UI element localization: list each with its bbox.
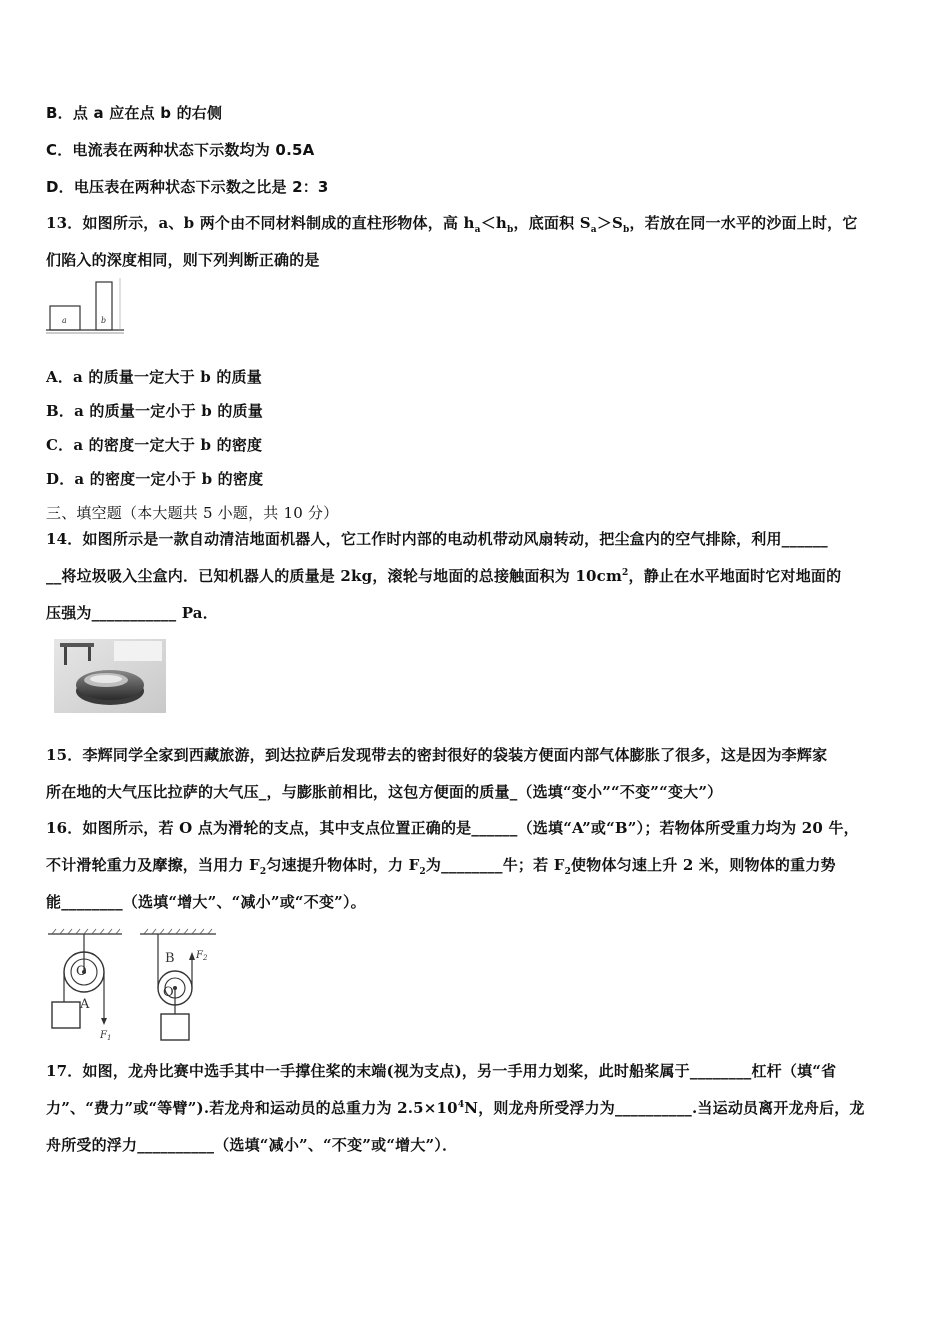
label-a: a — [62, 316, 67, 325]
q16-pulley-figure — [46, 928, 236, 1042]
q14-line2-text-1: __将垃圾吸入尘盒内．已知机器人的质量是 2kg，滚轮与地面的总接触面积为 10cm — [46, 567, 623, 585]
q13-stem-text-3: ，若放在同一水平的沙面上时，它 — [629, 214, 858, 232]
q13-option-c: C．a 的密度一定大于 b 的密度 — [46, 436, 263, 454]
label-o2: O — [163, 985, 174, 1000]
label-a: A — [80, 997, 90, 1012]
q17-line2-text-2: N，则龙舟所受浮力为__________.当运动员离开龙舟后，龙 — [464, 1099, 865, 1117]
q12-option-d: D．电压表在两种状态下示数之比是 2：3 — [46, 178, 329, 196]
q16-sub-3: 2 — [564, 867, 572, 877]
q13-stem — [46, 212, 858, 235]
q17-line3: 舟所受的浮力__________（选填“减小”、“不变”或“增大”）． — [46, 1136, 458, 1154]
label-o1: O — [76, 964, 87, 979]
q16-line2 — [46, 854, 836, 877]
q17-sup: 4 — [457, 1100, 465, 1110]
q16-line2-text-1: 不计滑轮重力及摩擦，当用力 F — [46, 856, 260, 874]
q15-line1: 15．李辉同学全家到西藏旅游，到达拉萨后发现带去的密封很好的袋装方便面内部气体膨胀了很多，这是因为李辉家 — [46, 746, 828, 764]
q14-line2-text-2: ，静止在水平地面时它对地面的 — [628, 567, 842, 585]
fixed-pulley — [48, 929, 122, 1042]
label-f1: $F_1$ — [100, 1030, 112, 1042]
q16-line2-text-3: 为________牛；若 F — [425, 856, 565, 874]
q15-line2: 所在地的大气压比拉萨的大气压_，与膨胀前相比，这包方便面的质量_（选填“变小”“不变”“变大”） — [46, 783, 723, 801]
q13-stem-text-2: ，底面积 S — [513, 214, 591, 232]
q13-option-d: D．a 的密度一定小于 b 的密度 — [46, 470, 264, 488]
q13-sub-b2: b — [623, 225, 630, 235]
label-f2: $F_2$ — [196, 950, 208, 962]
q16-line1: 16．如图所示，若 O 点为滑轮的支点，其中支点位置正确的是______（选填“A”或“B”）；若物体所受重力均为 20 牛， — [46, 819, 859, 837]
q16-line2-text-4: 使物体匀速上升 2 米，则物体的重力势 — [571, 856, 836, 874]
q16-sub-1: 2 — [259, 867, 267, 877]
q13-sub-a1: a — [474, 225, 481, 235]
q17-line2 — [46, 1097, 865, 1118]
q17-line2-text-1: 力”、“费力”或“等臂”).若龙舟和运动员的总重力为 2.5×10 — [46, 1099, 458, 1117]
q13-sub-a2: a — [590, 225, 597, 235]
q16-sub-2: 2 — [419, 867, 426, 877]
q13-stem-gt: ＞S — [596, 214, 624, 232]
movable-pulley — [140, 929, 216, 1040]
q14-line1: 14．如图所示是一款自动清洁地面机器人，它工作时内部的电动机带动风扇转动，把尘盒内的空气排除，利用______ — [46, 530, 828, 548]
q13-stem-line2: 们陷入的深度相同，则下列判断正确的是 — [46, 251, 320, 269]
q13-option-a: A．a 的质量一定大于 b 的质量 — [46, 368, 262, 386]
q13-stem-lt: ＜h — [480, 214, 507, 232]
q16-line2-text-2: 匀速提升物体时，力 F — [266, 856, 420, 874]
q13-stem-text-1: 13．如图所示，a、b 两个由不同材料制成的直柱形物体，高 h — [46, 214, 475, 232]
q16-line3: 能________（选填“增大”、“减小”或“不变”）。 — [46, 893, 366, 911]
q13-sub-b1: b — [507, 225, 514, 235]
q14-sup: 2 — [622, 568, 629, 578]
q12-option-c: C．电流表在两种状态下示数均为 0.5A — [46, 141, 315, 159]
section-3-heading: 三、填空题（本大题共 5 小题，共 10 分） — [46, 504, 339, 522]
q14-robot-photo — [54, 639, 166, 713]
q12-option-b: B．点 a 应在点 b 的右侧 — [46, 104, 223, 122]
q17-line1: 17．如图，龙舟比赛中选手其中一手撑住桨的末端(视为支点)，另一手用力划桨，此时船桨属于________杠杆（填“省 — [46, 1062, 837, 1080]
label-b: B — [165, 951, 175, 966]
q13-figure — [44, 278, 126, 336]
label-b: b — [101, 316, 107, 325]
q14-line3: 压强为___________ Pa． — [46, 604, 218, 622]
q14-line2 — [46, 565, 841, 586]
q13-option-b: B．a 的质量一定小于 b 的质量 — [46, 402, 263, 420]
